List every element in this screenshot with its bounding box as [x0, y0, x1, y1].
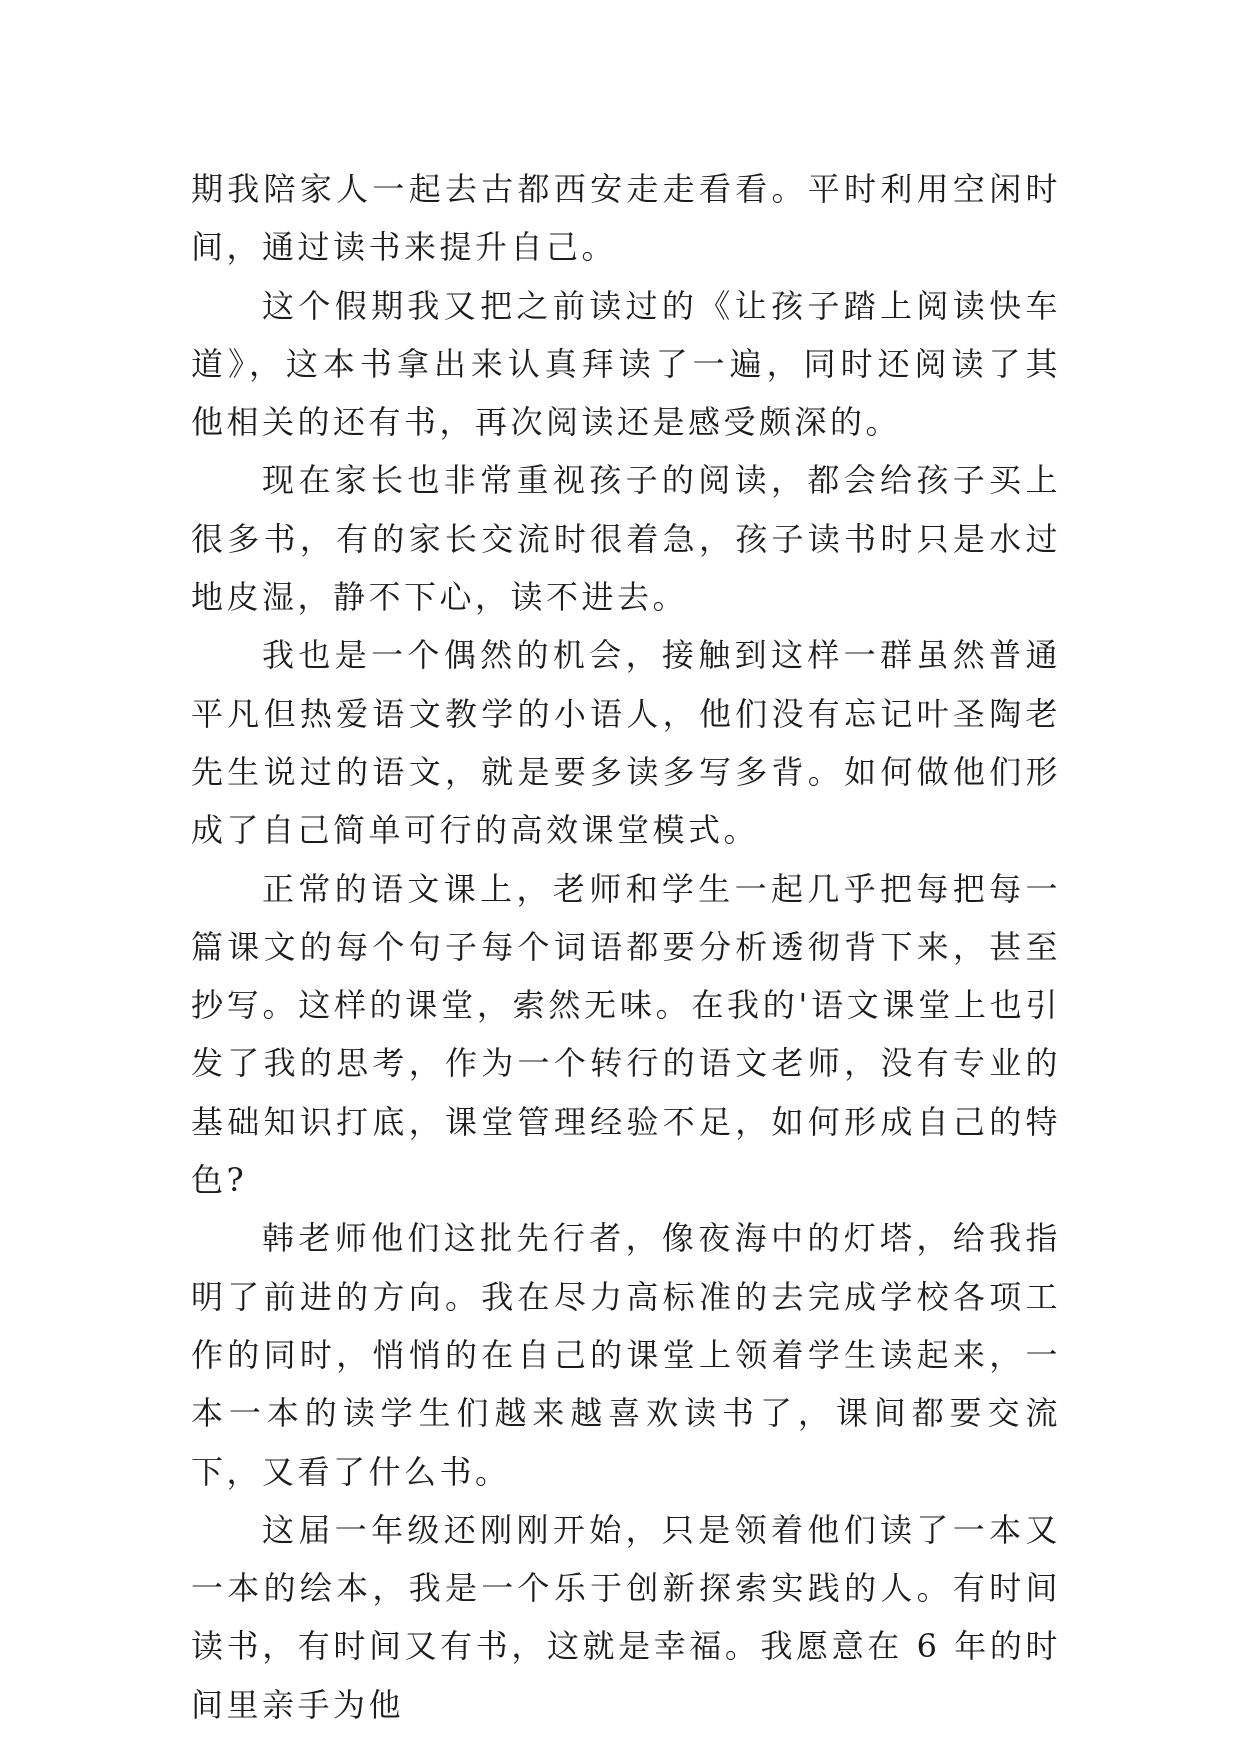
paragraph-7: 这届一年级还刚刚开始，只是领着他们读了一本又一本的绘本，我是一个乐于创新探索实践的人。有时间读书，有时间又有书，这就是幸福。我愿意在 6 年的时间里亲手为他 — [191, 1510, 1061, 1724]
paragraph-3: 现在家长也非常重视孩子的阅读，都会给孩子买上很多书，有的家长交流时很着急，孩子读书时只是水过地皮湿，静不下心，读不进去。 — [191, 461, 1061, 617]
paragraph-2: 这个假期我又把之前读过的《让孩子踏上阅读快车道》，这本书拿出来认真拜读了一遍，同时还阅读了其他相关的还有书，再次阅读还是感受颇深的。 — [191, 286, 1061, 442]
paragraph-1: 期我陪家人一起去古都西安走走看看。平时利用空闲时间，通过读书来提升自己。 — [191, 170, 1061, 267]
paragraph-4: 我也是一个偶然的机会，接触到这样一群虽然普通平凡但热爱语文教学的小语人，他们没有忘记叶圣陶老先生说过的语文，就是要多读多写多背。如何做他们形成了自己简单可行的高效课堂模式。 — [191, 636, 1061, 850]
document-body — [191, 160, 1061, 1734]
paragraph-5: 正常的语文课上，老师和学生一起几乎把每把每一篇课文的每个句子每个词语都要分析透彻背下来，甚至抄写。这样的课堂，索然无味。在我的'语文课堂上也引发了我的思考，作为一个转行的语文老师，没有专业的基础知识打底，课堂管理经验不足，如何形成自己的特色? — [191, 869, 1061, 1200]
paragraph-6: 韩老师他们这批先行者，像夜海中的灯塔，给我指明了前进的方向。我在尽力高标准的去完成学校各项工作的同时，悄悄的在自己的课堂上领着学生读起来，一本一本的读学生们越来越喜欢读书了，课间都要交流下，又看了什么书。 — [191, 1219, 1061, 1491]
